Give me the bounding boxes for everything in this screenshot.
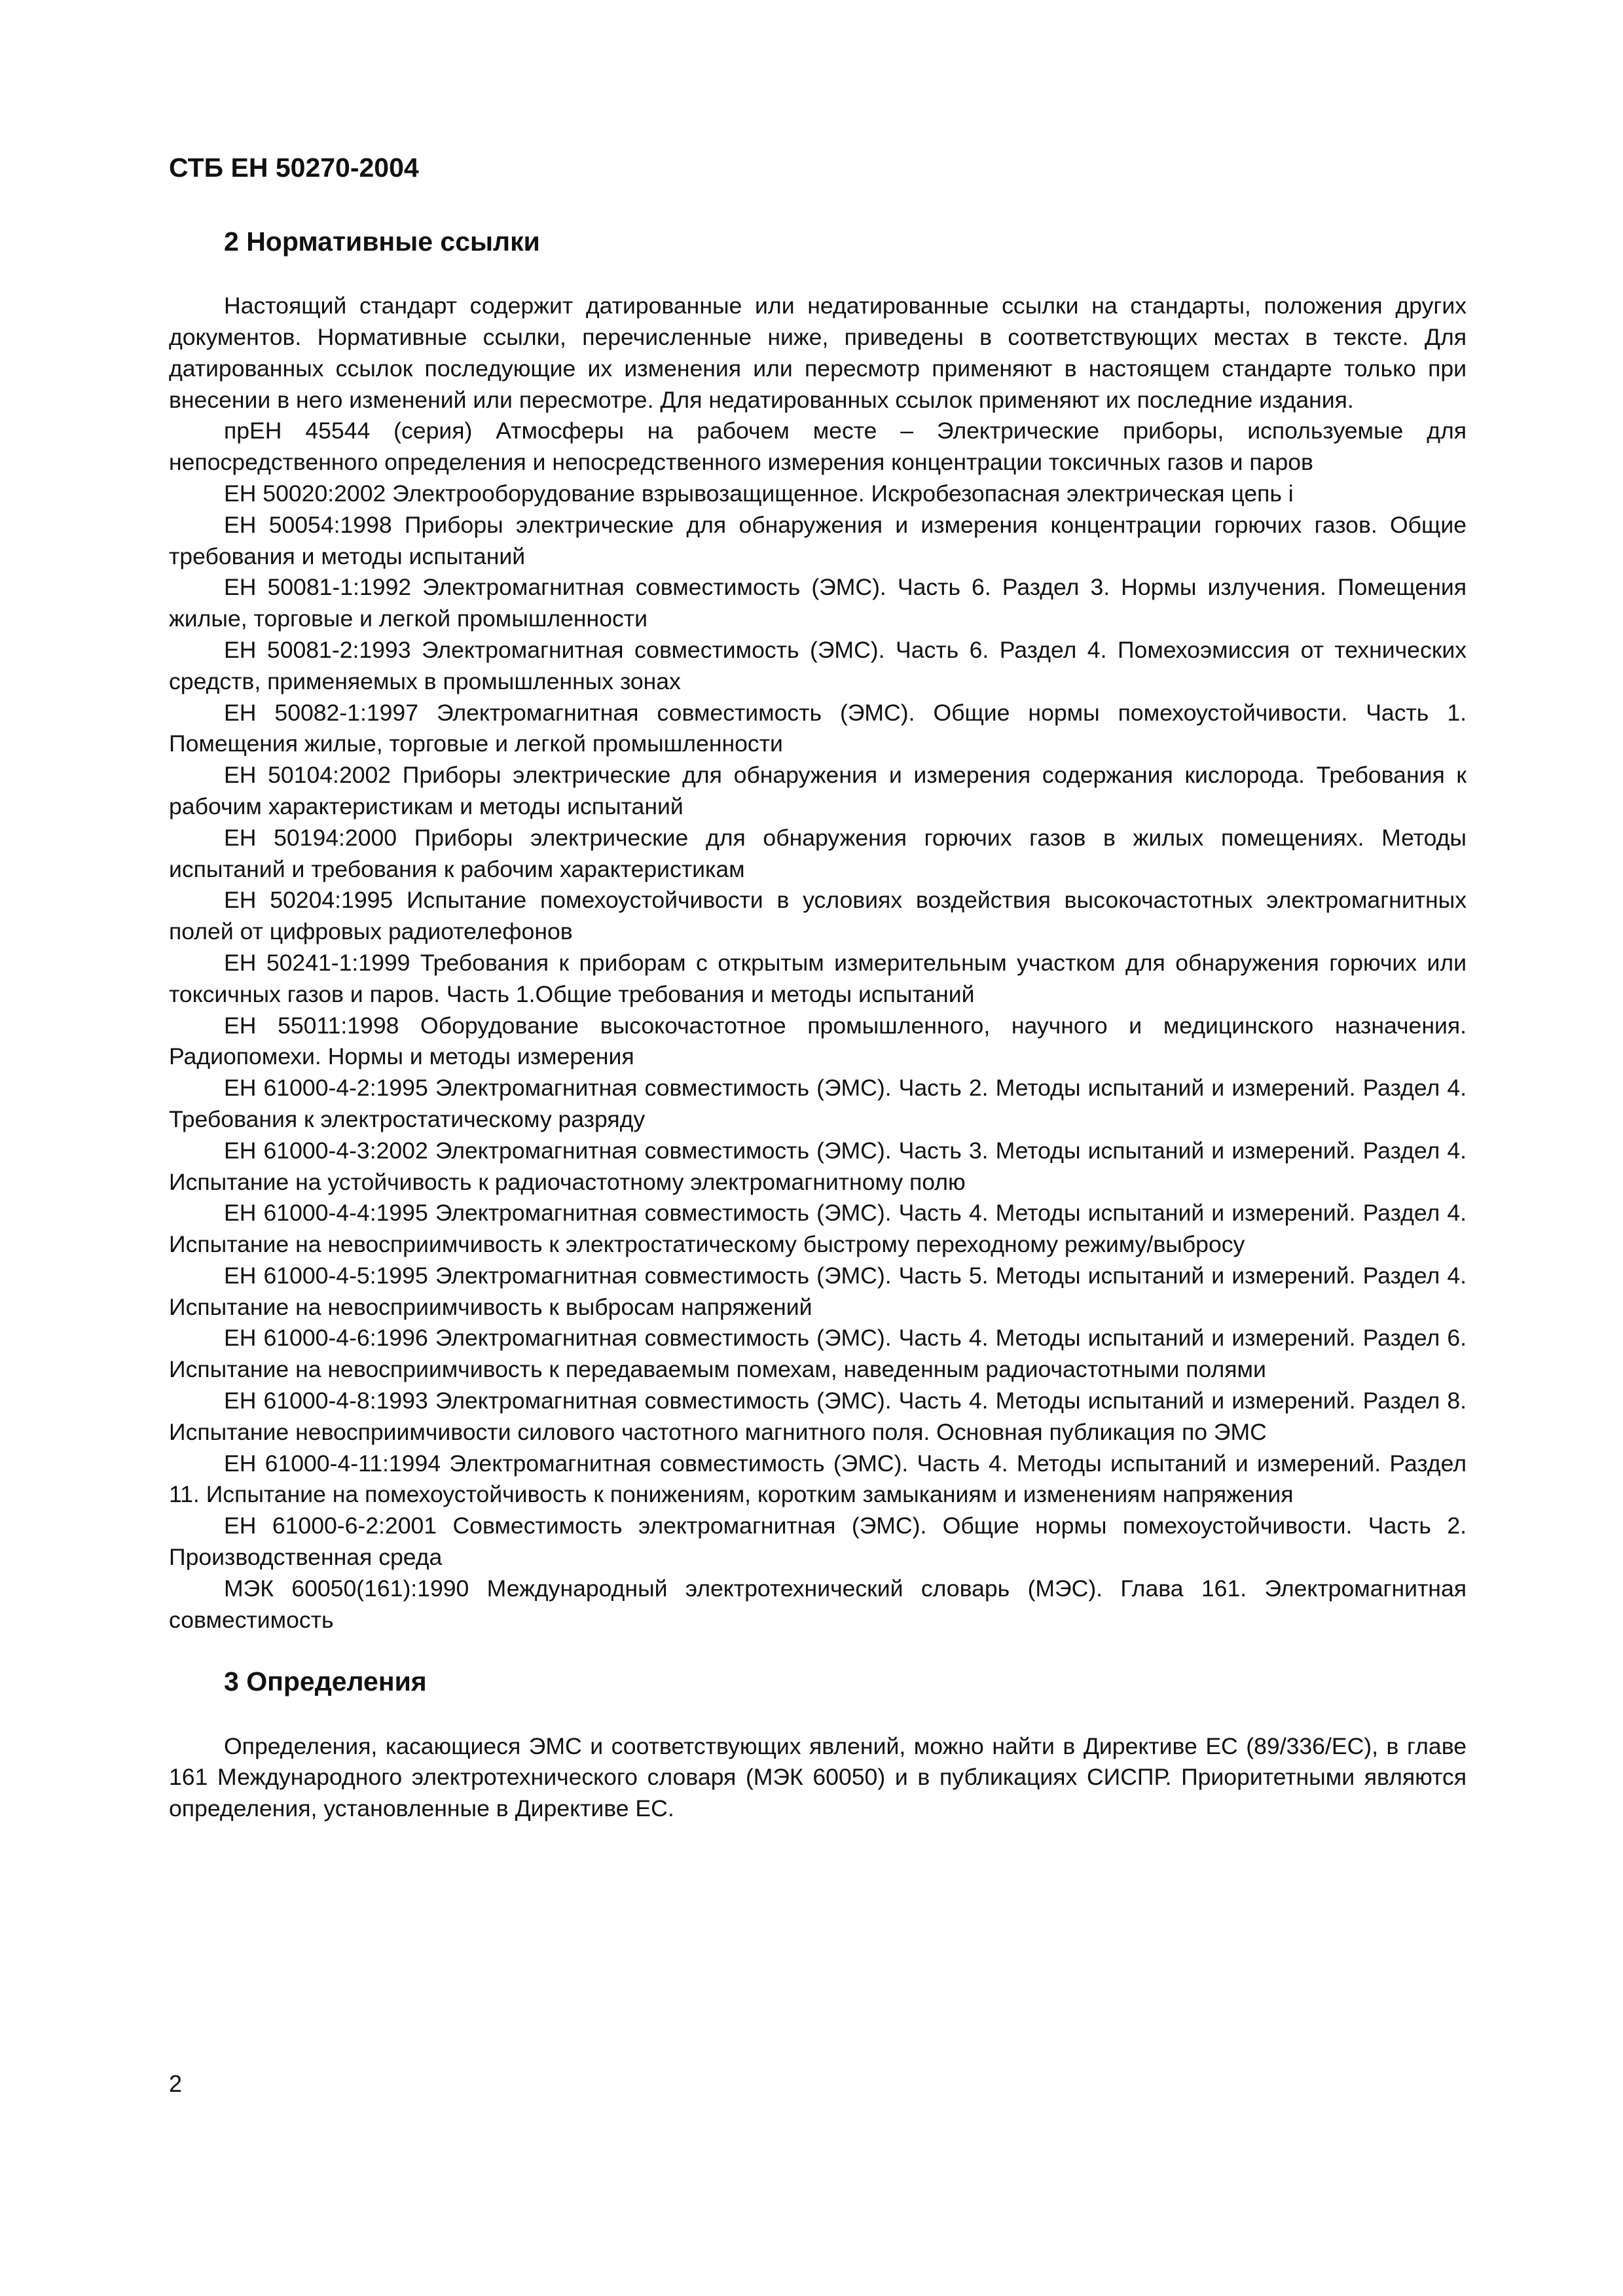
reference-item: ЕН 61000-4-5:1995 Электромагнитная совместимость (ЭМС). Часть 5. Методы испытаний и измерений. Раздел 4. Испытание на невосприимчивость к выбросам напряжений: [169, 1262, 1467, 1320]
reference-item: ЕН 50020:2002 Электрооборудование взрывозащищенное. Искробезопасная электрическая цепь i: [224, 480, 1294, 507]
page-number: 2: [169, 2070, 183, 2097]
reference-item: ЕН 61000-4-6:1996 Электромагнитная совместимость (ЭМС). Часть 4. Методы испытаний и измерений. Раздел 6. Испытание на невосприимчивость к передаваемым помехам, наведенным радиочастотными полями: [169, 1325, 1467, 1383]
reference-list: [169, 416, 1467, 1636]
page-content: [169, 226, 1467, 1825]
reference-item: ЕН 50241-1:1999 Требования к приборам с открытым измерительным участком для обнаружения горючих или токсичных газов и паров. Часть 1.Общие требования и методы испытаний: [169, 949, 1467, 1007]
document-code: СТБ ЕН 50270-2004: [169, 152, 419, 183]
section-3-text: Определения, касающиеся ЭМС и соответствующих явлений, можно найти в Директиве ЕС (89/336/ЕС), в главе 161 Международного электротехнического словаря (МЭК 60050) и в публикациях СИСПР. Приоритетными являются определения, установленные в Директиве ЕС.: [169, 1732, 1467, 1822]
reference-item: МЭК 60050(161):1990 Международный электротехнический словарь (МЭС). Глава 161. Электромагнитная совместимость: [169, 1575, 1467, 1633]
reference-item: ЕН 50082-1:1997 Электромагнитная совместимость (ЭМС). Общие нормы помехоустойчивости. Часть 1. Помещения жилые, торговые и легкой промышленности: [169, 699, 1467, 757]
section-2-heading: 2 Нормативные ссылки: [224, 226, 540, 257]
reference-item: ЕН 50194:2000 Приборы электрические для обнаружения горючих газов в жилых помещениях. Методы испытаний и требования к рабочим характеристикам: [169, 824, 1467, 882]
reference-item: ЕН 61000-4-4:1995 Электромагнитная совместимость (ЭМС). Часть 4. Методы испытаний и измерений. Раздел 4. Испытание на невосприимчивость к электростатическому быстрому переходному режиму/выбросу: [169, 1200, 1467, 1258]
reference-item: ЕН 50204:1995 Испытание помехоустойчивости в условиях воздействия высокочастотных электромагнитных полей от цифровых радиотелефонов: [169, 887, 1467, 945]
reference-item: ЕН 50081-1:1992 Электромагнитная совместимость (ЭМС). Часть 6. Раздел 3. Нормы излучения. Помещения жилые, торговые и легкой промышленности: [169, 574, 1467, 632]
reference-item: ЕН 50104:2002 Приборы электрические для обнаружения и измерения содержания кислорода. Требования к рабочим характеристикам и методы испытаний: [169, 762, 1467, 819]
reference-item: ЕН 61000-4-3:2002 Электромагнитная совместимость (ЭМС). Часть 3. Методы испытаний и измерений. Раздел 4. Испытание на устойчивость к радиочастотному электромагнитному полю: [169, 1137, 1467, 1195]
reference-item: ЕН 61000-4-11:1994 Электромагнитная совместимость (ЭМС). Часть 4. Методы испытаний и измерений. Раздел 11. Испытание на помехоустойчивость к понижениям, коротким замыканиям и изменениям напряжения: [169, 1450, 1467, 1508]
reference-item: ЕН 61000-4-8:1993 Электромагнитная совместимость (ЭМС). Часть 4. Методы испытаний и измерений. Раздел 8. Испытание невосприимчивости силового частотного магнитного поля. Основная публикация по ЭМС: [169, 1388, 1467, 1445]
reference-item: ЕН 50054:1998 Приборы электрические для обнаружения и измерения концентрации горючих газов. Общие требования и методы испытаний: [169, 511, 1467, 569]
section-3-heading: 3 Определения: [224, 1666, 427, 1697]
reference-item: ЕН 55011:1998 Оборудование высокочастотное промышленного, научного и медицинского назначения. Радиопомехи. Нормы и методы измерения: [169, 1012, 1467, 1070]
reference-item: ЕН 61000-6-2:2001 Совместимость электромагнитная (ЭМС). Общие нормы помехоустойчивости. Часть 2. Производственная среда: [169, 1513, 1467, 1571]
reference-item: ЕН 61000-4-2:1995 Электромагнитная совместимость (ЭМС). Часть 2. Методы испытаний и измерений. Раздел 4. Требования к электростатическому разряду: [169, 1075, 1467, 1132]
section-2-intro: Настоящий стандарт содержит датированные или недатированные ссылки на стандарты, положения других документов. Нормативные ссылки, перечисленные ниже, приведены в соответствующих местах в тексте. Для датированных ссылок последующие их изменения или пересмотр применяют в настоящем стандарте только при внесении в него изменений или пересмотре. Для недатированных ссылок применяют их последние издания.: [169, 293, 1467, 413]
reference-item: прЕН 45544 (серия) Атмосферы на рабочем месте – Электрические приборы, используемые для непосредственного определения и непосредственного измерения концентрации токсичных газов и паров: [169, 418, 1467, 476]
reference-item: ЕН 50081-2:1993 Электромагнитная совместимость (ЭМС). Часть 6. Раздел 4. Помехоэмиссия от технических средств, применяемых в промышленных зонах: [169, 636, 1467, 694]
